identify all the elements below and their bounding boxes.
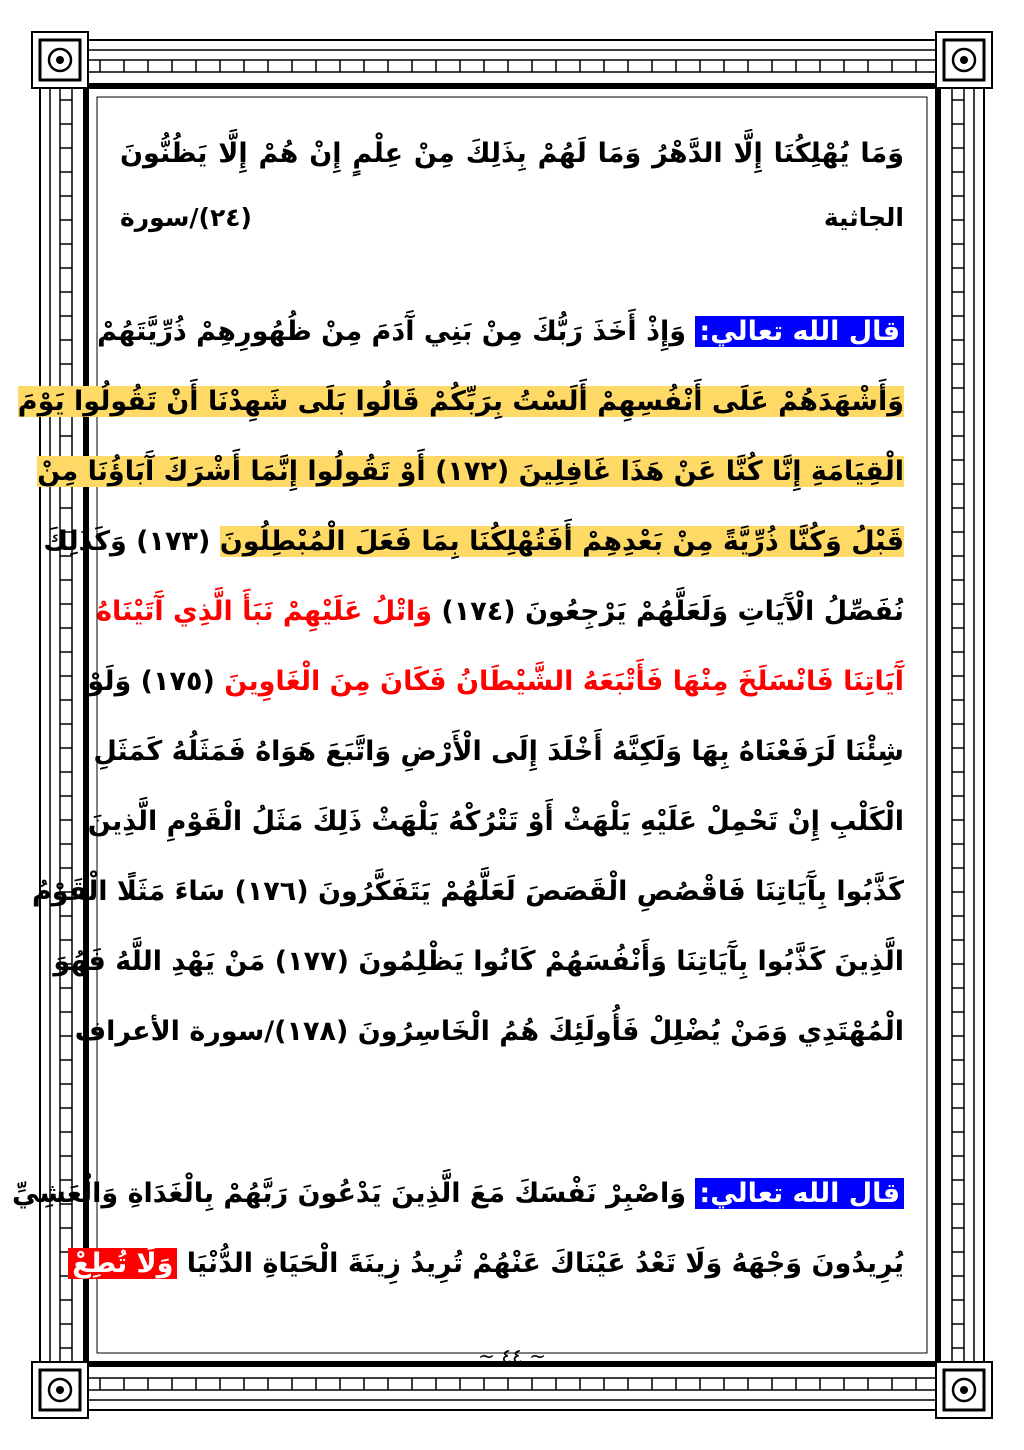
text-line-13: الْمُهْتَدِي وَمَنْ يُضْلِلْ فَأُولَئِكَ هُمُ الْخَاسِرُونَ (١٧٨)/سورة الأعراف [74, 1016, 904, 1047]
text-line-8 [87, 650, 904, 714]
verse-text: يُرِيدُونَ وَجْهَهُ وَلَا تَعْدُ عَيْنَاكَ عَنْهُمْ تُرِيدُ زِينَةَ الْحَيَاةِ الدُّنْيَا [177, 1248, 904, 1279]
text-line-15 [72, 1232, 904, 1296]
verse-reference: (٢٤)/سورة [120, 203, 252, 232]
verse-text: وَاصْبِرْ نَفْسَكَ مَعَ الَّذِينَ يَدْعُونَ رَبَّهُمْ بِالْغَدَاةِ وَالْعَشِيِّ [11, 1178, 696, 1209]
text-line-14 [11, 1162, 904, 1226]
verse-text: وَإِذْ أَخَذَ رَبُّكَ مِنْ بَنِي آَدَمَ مِنْ ظُهُورِهِمْ ذُرِّيَّتَهُمْ [97, 316, 696, 347]
highlighted-verse: وَأَشْهَدَهُمْ عَلَى أَنْفُسِهِمْ أَلَسْتُ بِرَبِّكُمْ قَالُوا بَلَى شَهِدْنَا أَنْ تَقُولُوا يَوْمَ [17, 386, 904, 417]
highlighted-verse: قَبْلُ وَكُنَّا ذُرِّيَّةً مِنْ بَعْدِهِمْ أَفَتُهْلِكُنَا بِمَا فَعَلَ الْمُبْطِلُونَ [219, 526, 904, 557]
text-line-1: وَمَا يُهْلِكُنَا إِلَّا الدَّهْرُ وَمَا لَهُمْ بِذَلِكَ مِنْ عِلْمٍ إِنْ هُمْ إِلَّا يَظُنُّونَ [120, 138, 904, 169]
text-line-7 [96, 580, 904, 644]
highlighted-verse: الْقِيَامَةِ إِنَّا كُنَّا عَنْ هَذَا غَافِلِينَ (١٧٢) أَوْ تَقُولُوا إِنَّمَا أَشْرَكَ آَبَاؤُنَا مِنْ [37, 456, 904, 487]
text-line-11: كَذَّبُوا بِآَيَاتِنَا فَاقْصُصِ الْقَصَصَ لَعَلَّهُمْ يَتَفَكَّرُونَ (١٧٦) سَاءَ مَثَلًا الْقَوْمُ [31, 876, 904, 907]
verse-text: (١٧٣) وَكَذَلِكَ [43, 526, 220, 557]
text-line-3 [97, 300, 904, 364]
text-line-9: شِئْنَا لَرَفَعْنَاهُ بِهَا وَلَكِنَّهُ أَخْلَدَ إِلَى الْأَرْضِ وَاتَّبَعَ هَوَاهُ فَمَثَلُهُ كَمَثَلِ [93, 736, 904, 767]
text-line-5 [37, 440, 904, 504]
red-highlight-text: وَلَا تُطِعْ [68, 1248, 177, 1279]
text-line-6 [43, 510, 904, 574]
text-line-4 [17, 370, 904, 434]
page-content [11, 104, 904, 1334]
verse-text: (١٧٥) وَلَوْ [87, 666, 225, 697]
sura-citation-row [120, 186, 904, 250]
page-number: ~ ٤٤ ~ [478, 1344, 546, 1368]
quote-label: قال الله تعالي: [695, 1178, 904, 1209]
text-line-10: الْكَلْبِ إِنْ تَحْمِلْ عَلَيْهِ يَلْهَثْ أَوْ تَتْرُكْهُ يَلْهَثْ ذَلِكَ مَثَلُ الْقَوْمِ الَّذِينَ [87, 806, 904, 837]
red-verse-text: وَاتْلُ عَلَيْهِمْ نَبَأَ الَّذِي آَتَيْنَاهُ [96, 596, 433, 627]
text-line-12: الَّذِينَ كَذَّبُوا بِآَيَاتِنَا وَأَنْفُسَهُمْ كَانُوا يَظْلِمُونَ (١٧٧) مَنْ يَهْدِ اللَّهُ فَهُوَ [53, 946, 904, 977]
verse-text: نُفَصِّلُ الْآَيَاتِ وَلَعَلَّهُمْ يَرْجِعُونَ (١٧٤) [432, 596, 904, 627]
sura-name: الجاثية [823, 203, 904, 232]
red-verse-text: آَيَاتِنَا فَانْسَلَخَ مِنْهَا فَأَتْبَعَهُ الشَّيْطَانُ فَكَانَ مِنَ الْغَاوِينَ [224, 666, 904, 697]
quote-label: قال الله تعالي: [695, 316, 904, 347]
